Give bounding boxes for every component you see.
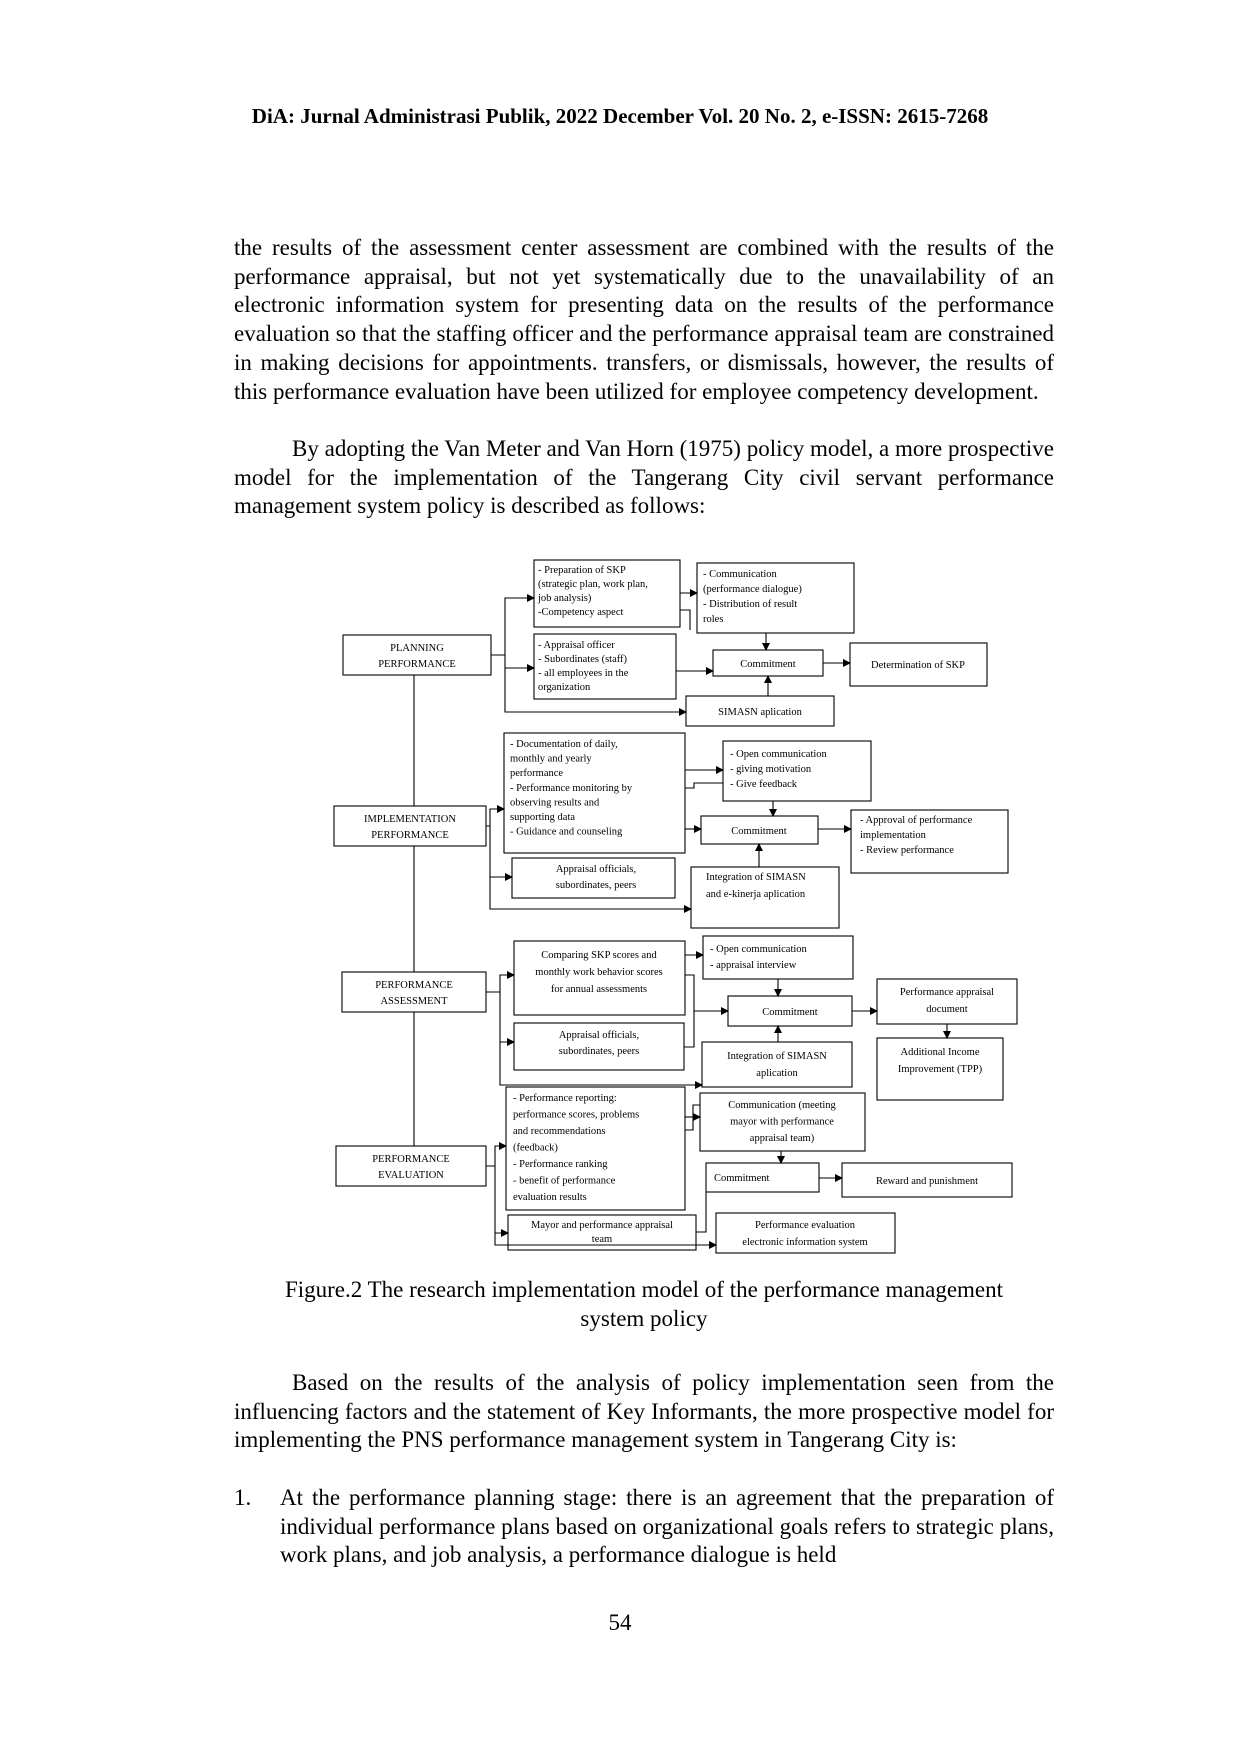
diagram-text-line: -Competency aspect [538, 607, 624, 618]
numbered-list [234, 1484, 1054, 1570]
diagram-text-line: ASSESSMENT [380, 996, 448, 1007]
diagram-text-line: and recommendations [513, 1126, 606, 1137]
connector-line [491, 598, 534, 655]
diagram-text-line: - benefit of performance [513, 1175, 616, 1187]
assessment-commitment-text: Commitment [762, 1007, 818, 1018]
diagram-text-line: document [926, 1004, 968, 1015]
diagram-text-line: PERFORMANCE [375, 980, 453, 991]
planning-system-text: SIMASN aplication [718, 707, 802, 718]
assessment-output-box [877, 979, 1017, 1024]
diagram-text-line: (feedback) [513, 1142, 558, 1154]
diagram-text-line: team [591, 1234, 613, 1245]
figure-caption [234, 1275, 1054, 1333]
diagram-text-line: - Subordinates (staff) [538, 654, 628, 665]
diagram-text-line: Performance evaluation [755, 1220, 855, 1231]
diagram-text-line: mayor with performance [730, 1116, 834, 1128]
evaluation-output-text: Reward and punishment [875, 1176, 979, 1187]
connector-line [696, 1192, 706, 1232]
diagram-text-line: Appraisal officials, [555, 864, 637, 875]
diagram-text-line: (performance dialogue) [703, 584, 802, 595]
diagram-text-line: monthly work behavior scores [535, 967, 663, 978]
diagram-text-line: (strategic plan, work plan, [538, 579, 648, 590]
evaluation-commitment-text: Commitment [714, 1173, 770, 1184]
assessment-system-box [702, 1042, 852, 1087]
diagram-text-line: monthly and yearly [510, 753, 592, 765]
diagram-text-line: electronic information system [742, 1237, 868, 1248]
planning-output-text: Determination of SKP [871, 660, 965, 671]
diagram-text-line: - Approval of performance [860, 815, 973, 826]
implementation-commitment-text: Commitment [731, 826, 787, 837]
diagram-text-line: job analysis) [538, 593, 592, 604]
diagram-text-line: - Review performance [860, 845, 954, 856]
diagram-text-line: - Communication [703, 569, 777, 580]
diagram-text-line: IMPLEMENTATION [364, 814, 456, 825]
diagram-text-line: EVALUATION [378, 1170, 444, 1181]
diagram-text-line: Mayor and performance appraisal [531, 1220, 673, 1231]
assessment-communication-box [703, 936, 853, 979]
paragraph-text: By adopting the Van Meter and Van Horn (1975) policy model, a more prospective model for the implementation of the Tangerang City civil servant performance management system policy is described as follows: [234, 436, 1054, 519]
assessment-input-text [535, 950, 662, 995]
connector-line [486, 809, 504, 826]
diagram-text-line: appraisal team) [749, 1133, 815, 1144]
diagram-text-line: subordinates, peers [555, 880, 637, 891]
diagram-text-line: observing results and [510, 797, 600, 809]
page-number: 54 [608, 1610, 632, 1635]
diagram-text-line: - Guidance and counseling [510, 826, 623, 838]
list-item-text: At the performance planning stage: there is an agreement that the preparation of individual performance plans based on organizational goals refers to strategic plans, work plans, and job analysis, a performance dialogue is held [280, 1485, 1054, 1568]
diagram-text-line: subordinates, peers [558, 1046, 640, 1057]
connector-line [685, 975, 694, 1011]
diagram-text-line: Integration of SIMASN [727, 1051, 827, 1062]
diagram-text-line: performance [510, 768, 564, 780]
diagram-text-line: - Performance ranking [513, 1159, 608, 1170]
list-item [234, 1484, 1054, 1570]
paragraph-text: the results of the assessment center assessment are combined with the results of the performance appraisal, but not yet systematically due to the unavailability of an electronic information system for presenting data on the results of the performance evaluation so that the staffing officer and the performance appraisal team are constrained in making decisions for appointments. transfers, or dismissals, however, the results of this performance evaluation have been utilized for employee competency development. [234, 235, 1054, 404]
running-header: DiA: Jurnal Administrasi Publik, 2022 December Vol. 20 No. 2, e-ISSN: 2615-7268 [251, 104, 989, 128]
connector-line [500, 992, 514, 1042]
connector-line [486, 1146, 506, 1166]
diagram-text-line: roles [703, 614, 724, 625]
connector-line [685, 783, 723, 788]
diagram-text-line: - Performance monitoring by [510, 782, 633, 794]
connector-line [680, 610, 690, 630]
diagram-text-line: performance scores, problems [513, 1109, 640, 1121]
diagram-text-line: aplication [756, 1068, 798, 1079]
planning-commitment-text: Commitment [740, 659, 796, 670]
connector-line [486, 975, 514, 992]
diagram-text-line: Communication (meeting [728, 1100, 836, 1111]
paragraph-text: Based on the results of the analysis of policy implementation seen from the influencing factors and the statement of Key Informants, the more prospective model for implementing the PNS performance management system in Tangerang City is: [234, 1370, 1054, 1453]
diagram-text-line: - Preparation of SKP [538, 565, 626, 576]
diagram-text-line: Performance appraisal [899, 987, 995, 998]
diagram-text-line: PERFORMANCE [372, 1154, 450, 1165]
diagram-text-line: organization [538, 682, 591, 693]
diagram-text-line: evaluation results [513, 1192, 587, 1203]
diagram-text-line: - Open communication [710, 944, 807, 955]
caption-line-1: Figure.2 The research implementation model of the performance management [284, 1277, 1004, 1302]
diagram-text-line: and e-kinerja aplication [706, 889, 806, 900]
diagram-text-line: - appraisal interview [710, 960, 797, 971]
diagram-text-line: for annual assessments [550, 984, 648, 995]
diagram-text-line: Comparing SKP scores and [541, 950, 657, 961]
diagram-text-line: - Open communication [730, 749, 827, 760]
diagram-text-line: - Performance reporting: [513, 1093, 617, 1104]
paragraph-3 [234, 1369, 1054, 1455]
list-item-number: 1. [234, 1485, 252, 1510]
diagram-text-line: Integration of SIMASN [706, 872, 806, 883]
diagram-text-line: PLANNING [390, 643, 444, 654]
diagram-text-line: PERFORMANCE [371, 830, 449, 841]
diagram-text-line: supporting data [510, 812, 576, 823]
diagram-text-line: - Give feedback [730, 779, 798, 790]
diagram-text-line: Improvement (TPP) [897, 1064, 983, 1075]
diagram-text-line: - giving motivation [730, 764, 812, 775]
diagram-text-line: - all employees in the [538, 668, 629, 679]
diagram-text-line: - Distribution of result [703, 599, 798, 610]
diagram-text-line: Additional Income [900, 1047, 980, 1058]
diagram-text-line: - Appraisal officer [538, 640, 615, 651]
diagram-text-line: - Documentation of daily, [510, 739, 618, 750]
caption-line-2: system policy [580, 1306, 708, 1331]
diagram-text-line: PERFORMANCE [378, 659, 456, 670]
diagram-text-line: Appraisal officials, [558, 1030, 640, 1041]
diagram-text-line: implementation [860, 830, 926, 841]
